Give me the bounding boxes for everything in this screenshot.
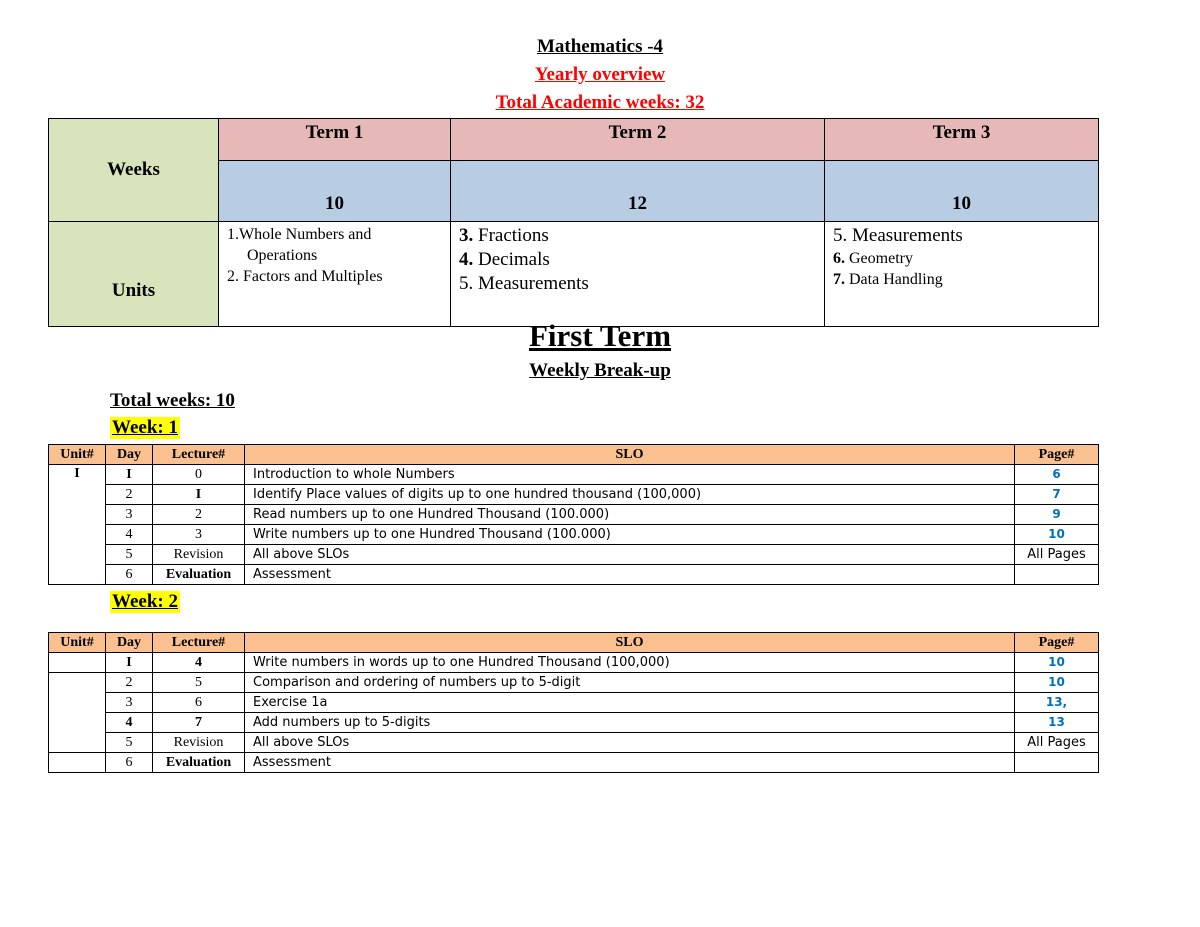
unit-header: Unit# (49, 445, 106, 465)
yearly-overview-heading: Yearly overview (534, 64, 666, 85)
slo-cell: Assessment (245, 565, 1015, 585)
unit-cell (49, 653, 106, 673)
unit-header: Unit# (49, 633, 106, 653)
unit-line: 1.Whole Numbers and (227, 226, 372, 243)
page-header: Page# (1015, 445, 1099, 465)
weeks-row-label: Weeks (49, 119, 219, 222)
table-header-row (49, 445, 1099, 465)
term-1-weeks: 10 (219, 161, 451, 222)
lecture-cell: 2 (153, 505, 245, 525)
lecture-cell: 7 (153, 713, 245, 733)
page-cell: 6 (1015, 465, 1099, 485)
page-cell: 9 (1015, 505, 1099, 525)
slo-cell: Comparison and ordering of numbers up to 5-digit (245, 673, 1015, 693)
page-cell: 10 (1015, 525, 1099, 545)
term-1-header: Term 1 (219, 119, 451, 161)
unit-line: 2. Factors and Multiples (227, 268, 383, 285)
table-row (49, 673, 1099, 693)
day-header: Day (106, 445, 153, 465)
table-row (49, 525, 1099, 545)
week-2-label: Week: 2 (112, 591, 178, 612)
term-3-units (825, 222, 1099, 327)
term-2-units (451, 222, 825, 327)
table-row (49, 733, 1099, 753)
total-weeks-label: Total weeks: 10 (110, 390, 235, 411)
term-1-units (219, 222, 451, 327)
lecture-cell: 0 (153, 465, 245, 485)
page-cell: All Pages (1015, 733, 1099, 753)
day-cell: 2 (106, 485, 153, 505)
unit-line: 5. Measurements (459, 273, 589, 294)
unit-line: 6. Geometry (833, 250, 913, 267)
lecture-cell: Evaluation (153, 565, 245, 585)
day-cell: 5 (106, 733, 153, 753)
day-cell: 4 (106, 713, 153, 733)
lecture-cell: I (153, 485, 245, 505)
page-cell (1015, 753, 1099, 773)
day-cell: 3 (106, 693, 153, 713)
unit-line: Operations (247, 247, 318, 264)
week-1-table (48, 444, 1099, 585)
lecture-cell: Evaluation (153, 753, 245, 773)
day-cell: I (106, 653, 153, 673)
table-row (49, 713, 1099, 733)
day-cell: 5 (106, 545, 153, 565)
term-3-weeks: 10 (825, 161, 1099, 222)
term-2-header: Term 2 (451, 119, 825, 161)
page-cell: 13 (1015, 713, 1099, 733)
page-cell: 10 (1015, 653, 1099, 673)
slo-cell: Add numbers up to 5-digits (245, 713, 1015, 733)
total-academic-weeks: Total Academic weeks: 32 (495, 92, 705, 113)
unit-line: 7. Data Handling (833, 271, 943, 288)
slo-cell: Introduction to whole Numbers (245, 465, 1015, 485)
unit-cell: I (49, 465, 106, 585)
slo-cell: Write numbers in words up to one Hundred Thousand (100,000) (245, 653, 1015, 673)
table-row (49, 545, 1099, 565)
lecture-cell: 6 (153, 693, 245, 713)
day-cell: 2 (106, 673, 153, 693)
lecture-cell: Revision (153, 733, 245, 753)
lecture-cell: 4 (153, 653, 245, 673)
unit-line: 5. Measurements (833, 225, 963, 246)
day-cell: 4 (106, 525, 153, 545)
page-cell: 7 (1015, 485, 1099, 505)
page-cell (1015, 565, 1099, 585)
table-row (49, 485, 1099, 505)
slo-cell: All above SLOs (245, 545, 1015, 565)
table-row (49, 653, 1099, 673)
table-row (49, 693, 1099, 713)
table-header-row (49, 633, 1099, 653)
lecture-header: Lecture# (153, 633, 245, 653)
table-row (49, 505, 1099, 525)
table-row (49, 753, 1099, 773)
page-cell: 10 (1015, 673, 1099, 693)
slo-cell: Write numbers up to one Hundred Thousand (100.000) (245, 525, 1015, 545)
lecture-cell: Revision (153, 545, 245, 565)
lecture-cell: 5 (153, 673, 245, 693)
slo-cell: Assessment (245, 753, 1015, 773)
slo-cell: Identify Place values of digits up to one hundred thousand (100,000) (245, 485, 1015, 505)
unit-cell (49, 673, 106, 753)
day-cell: 3 (106, 505, 153, 525)
page-cell: 13, (1015, 693, 1099, 713)
week-1-label: Week: 1 (112, 417, 178, 438)
table-row (49, 465, 1099, 485)
week-2-table (48, 632, 1099, 773)
term-2-weeks: 12 (451, 161, 825, 222)
weekly-breakup-heading: Weekly Break-up (529, 360, 671, 381)
lecture-cell: 3 (153, 525, 245, 545)
yearly-overview-table (48, 118, 1099, 327)
document-title: Mathematics -4 (536, 36, 664, 57)
table-row (49, 565, 1099, 585)
day-cell: 6 (106, 565, 153, 585)
slo-cell: Read numbers up to one Hundred Thousand (100.000) (245, 505, 1015, 525)
slo-header: SLO (245, 445, 1015, 465)
slo-cell: Exercise 1a (245, 693, 1015, 713)
slo-cell: All above SLOs (245, 733, 1015, 753)
lecture-header: Lecture# (153, 445, 245, 465)
page-cell: All Pages (1015, 545, 1099, 565)
unit-line: 3. Fractions (459, 225, 549, 246)
units-row-label: Units (49, 222, 219, 327)
day-cell: I (106, 465, 153, 485)
day-header: Day (106, 633, 153, 653)
page-header: Page# (1015, 633, 1099, 653)
day-cell: 6 (106, 753, 153, 773)
slo-header: SLO (245, 633, 1015, 653)
first-term-heading: First Term (528, 318, 672, 353)
unit-line: 4. Decimals (459, 249, 550, 270)
unit-cell (49, 753, 106, 773)
term-3-header: Term 3 (825, 119, 1099, 161)
